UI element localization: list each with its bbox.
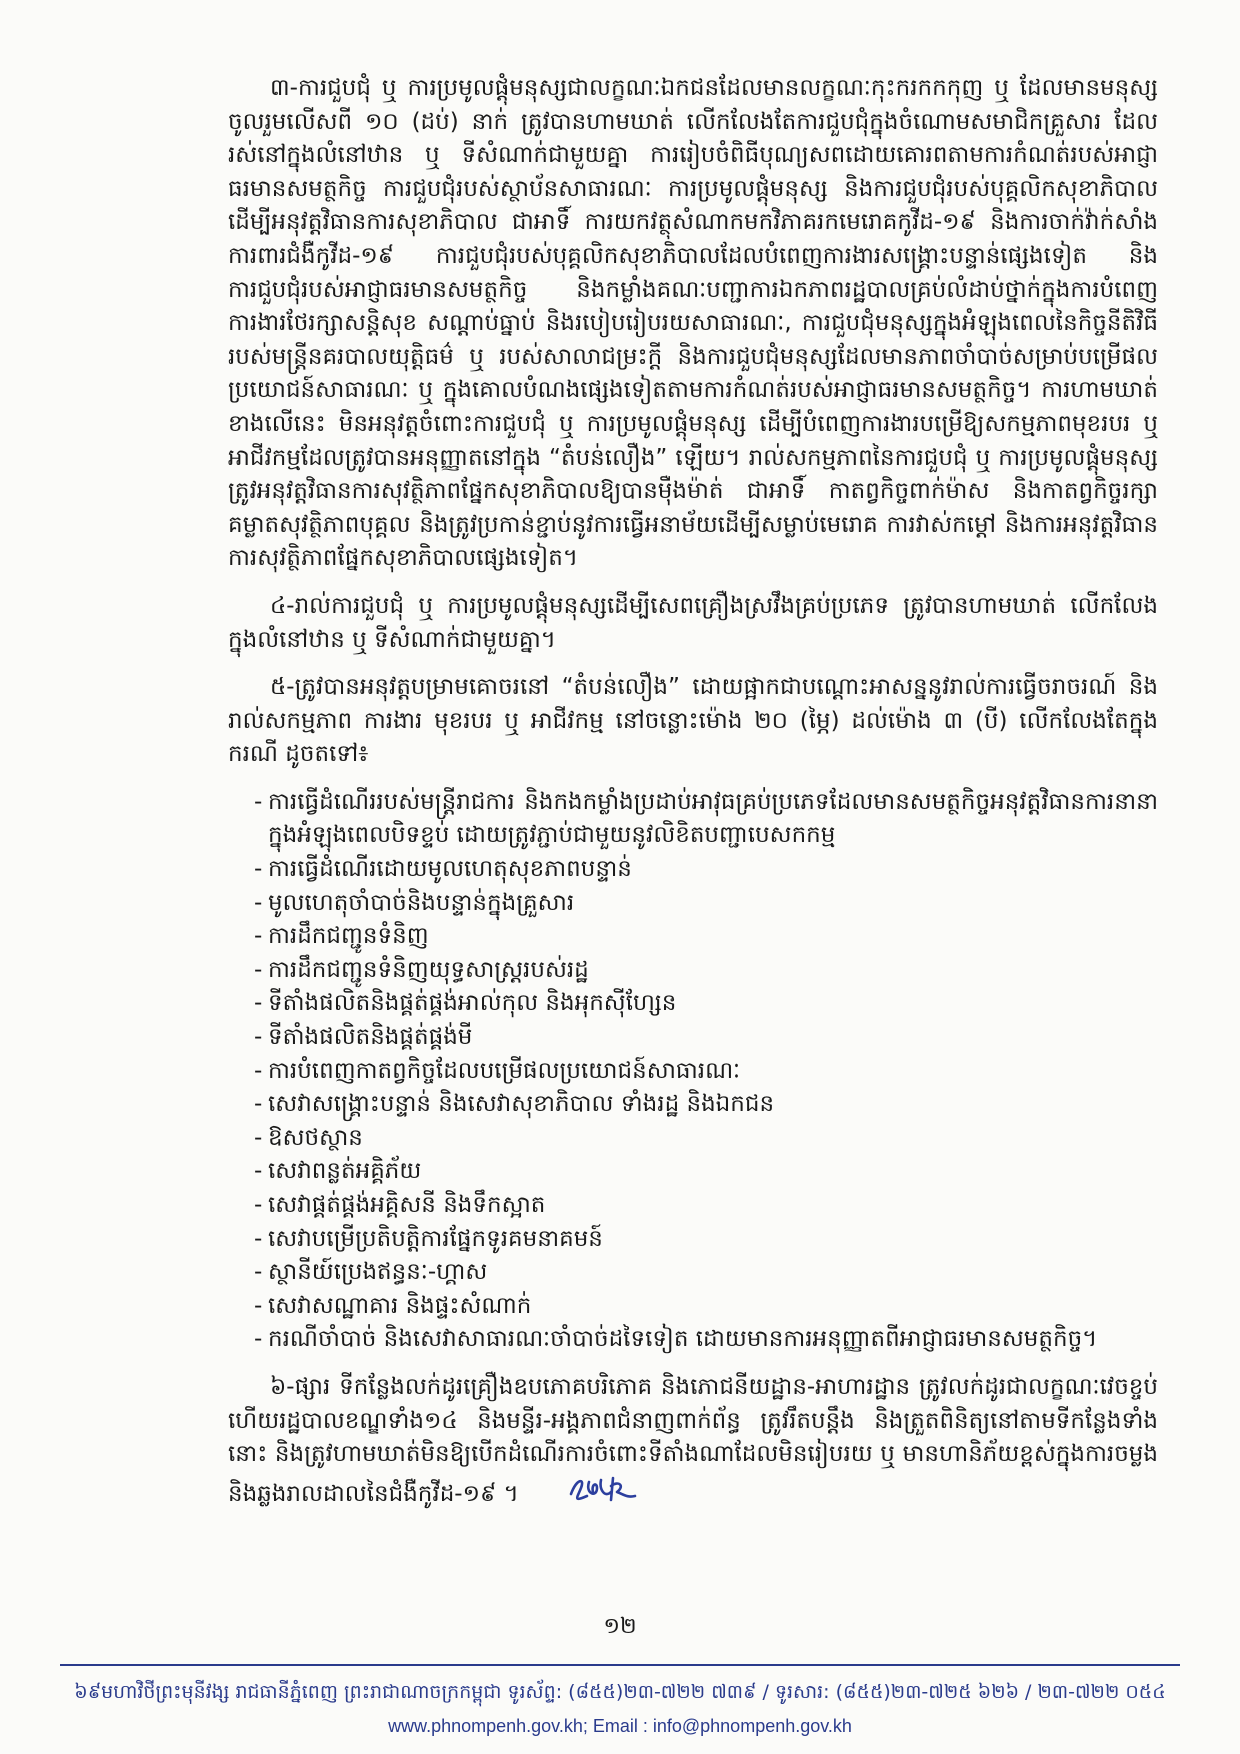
list-item: - សេវាផ្គត់ផ្គង់អគ្គិសនី និងទឹកស្អាត — [254, 1189, 1158, 1223]
list-item: - សេវាសង្គ្រោះបន្ទាន់ និងសេវាសុខាភិបាល ទាំងរដ្ឋ និងឯកជន — [254, 1088, 1158, 1122]
footer-divider — [60, 1664, 1180, 1666]
list-item: - ការដឹកជញ្ជូនទំនិញ — [254, 920, 1158, 954]
list-item: - សេវាបម្រើប្រតិបត្តិការផ្នែកទូរគមនាគមន៍ — [254, 1223, 1158, 1257]
list-item: - ការធ្វើដំណើរដោយមូលហេតុសុខភាពបន្ទាន់ — [254, 853, 1158, 887]
list-item: - ឱសថស្ថាន — [254, 1122, 1158, 1156]
paragraph-6 — [228, 1371, 1158, 1516]
footer-address: ៦៩មហាវិថីព្រះមុនីវង្ស រាជធានីភ្នំពេញ ព្រះរាជាណាចក្រកម្ពុជា ទូរស័ព្ទ: (៨៥៥)២៣-៧២២ ៧៣៩ / ទូរសារ: (៨៥៥)២៣-៧២៥ ៦២៦ / ២៣-៧២២ ០៥៤ — [74, 1681, 1166, 1703]
list-item: - ការធ្វើដំណើររបស់មន្ត្រីរាជការ និងកងកម្លាំងប្រដាប់អាវុធគ្រប់ប្រភេទដែលមានសមត្ថកិច្ចអនុវត្តវិធានការនានាក្នុងអំឡុងពេលបិទខ្ទប់ ដោយត្រូវភ្ជាប់ជាមួយនូវលិខិតបញ្ជាបេសកកម្ម — [254, 786, 1158, 853]
list-item: - ការបំពេញកាតព្វកិច្ចដែលបម្រើផលប្រយោជន៍សាធារណៈ — [254, 1055, 1158, 1089]
paragraph-5: ៥-ត្រូវបានអនុវត្តបម្រាមគោចរនៅ “តំបន់លឿង” ដោយផ្អាកជាបណ្តោះអាសន្ននូវរាល់ការធ្វើចរាចរណ៍ និងរាល់សកម្មភាព ការងារ មុខរបរ ឬ អាជីវកម្ម នៅចន្លោះម៉ោង ២០ (ម្ភៃ) ដល់ម៉ោង ៣ (បី) លើកលែងតែក្នុងករណី ដូចតទៅ៖ — [228, 674, 1158, 768]
paragraph-3: ៣-ការជួបជុំ ឬ ការប្រមូលផ្តុំមនុស្សជាលក្ខណៈឯកជនដែលមានលក្ខណៈកុះករកកកុញ ឬ ដែលមានមនុស្សចូលរួមលើសពី ១០ (ដប់) នាក់ ត្រូវបានហាមឃាត់ លើកលែងតែការជួបជុំក្នុងចំណោមសមាជិកគ្រួសារ ដែលរស់នៅក្នុងលំនៅឋាន ឬ ទីសំណាក់ជាមួយគ្នា ការរៀបចំពិធីបុណ្យសពដោយគោរពតាមការកំណត់របស់អាជ្ញាធរមានសមត្ថកិច្ច ការជួបជុំរបស់ស្ថាប័នសាធារណៈ ការប្រមូលផ្តុំមនុស្ស និងការជួបជុំរបស់បុគ្គលិកសុខាភិបាលដើម្បីអនុវត្តវិធានការសុខាភិបាល ជាអាទិ៍ ការយកវត្ថុសំណាកមកវិភាគរកមេរោគកូវីដ-១៩ និងការចាក់វ៉ាក់សាំងការពារជំងឺកូវីដ-១៩ ការជួបជុំរបស់បុគ្គលិកសុខាភិបាលដែលបំពេញការងារសង្គ្រោះបន្ទាន់ផ្សេងទៀត និងការជួបជុំរបស់អាជ្ញាធរមានសមត្ថកិច្ច និងកម្លាំងគណៈបញ្ជាការឯកភាពរដ្ឋបាលគ្រប់លំដាប់ថ្នាក់ក្នុងការបំពេញការងារថែរក្សាសន្តិសុខ សណ្តាប់ធ្នាប់ និងរបៀបរៀបរយសាធារណៈ, ការជួបជុំមនុស្សក្នុងអំឡុងពេលនៃកិច្ចនីតិវិធីរបស់មន្ត្រីនគរបាលយុត្តិធម៌ ឬ របស់សាលាជម្រះក្តី និងការជួបជុំមនុស្សដែលមានភាពចាំបាច់សម្រាប់បម្រើផលប្រយោជន៍សាធារណៈ ឬ ក្នុងគោលបំណងផ្សេងទៀតតាមការកំណត់របស់អាជ្ញាធរមានសមត្ថកិច្ច។ ការហាមឃាត់ខាងលើនេះ មិនអនុវត្តចំពោះការជួបជុំ ឬ ការប្រមូលផ្តុំមនុស្ស ដើម្បីបំពេញការងារបម្រើឱ្យសកម្មភាពមុខរបរ ឬ អាជីវកម្មដែលត្រូវបានអនុញ្ញាតនៅក្នុង “តំបន់លឿង” ឡើយ។ រាល់សកម្មភាពនៃការជួបជុំ ឬ ការប្រមូលផ្តុំមនុស្ស ត្រូវអនុវត្តវិធានការសុវត្ថិភាពផ្នែកសុខាភិបាលឱ្យបានម៉ឺងម៉ាត់ ជាអាទិ៍ កាតព្វកិច្ចពាក់ម៉ាស និងកាតព្វកិច្ចរក្សាគម្លាតសុវត្ថិភាពបុគ្គល និងត្រូវប្រកាន់ខ្ជាប់នូវការធ្វើអនាម័យដើម្បីសម្លាប់មេរោគ ការវាស់កម្តៅ និងការអនុវត្តវិធានការសុវត្ថិភាពផ្នែកសុខាភិបាលផ្សេងទៀត។ — [228, 75, 1158, 572]
list-item: - មូលហេតុចាំបាច់និងបន្ទាន់ក្នុងគ្រួសារ — [254, 887, 1158, 921]
initials-signature-icon — [525, 1472, 639, 1517]
list-item: - ការដឹកជញ្ជូនទំនិញយុទ្ធសាស្ត្ររបស់រដ្ឋ — [254, 954, 1158, 988]
list-item: - ករណីចាំបាច់ និងសេវាសាធារណៈចាំបាច់ដទៃទៀត ដោយមានការអនុញ្ញាតពីអាជ្ញាធរមានសមត្ថកិច្ច។ — [254, 1323, 1158, 1357]
exception-list — [228, 786, 1158, 1357]
footer-contact: www.phnompenh.gov.kh; Email : info@phnompenh.gov.kh — [388, 1716, 852, 1736]
list-item: - ស្ថានីយ៍ប្រេងឥន្ធនៈ-ហ្គាស — [254, 1256, 1158, 1290]
list-item: - ទីតាំងផលិតនិងផ្គត់ផ្គង់មី — [254, 1021, 1158, 1055]
paragraph-6-text: ៦-ផ្សារ ទីកន្លែងលក់ដូរគ្រឿងឧបភោគបរិភោគ និងភោជនីយដ្ឋាន-អាហារដ្ឋាន ត្រូវលក់ដូរជាលក្ខណៈវេចខ្ចប់ ហើយរដ្ឋបាលខណ្ឌទាំង១៤ និងមន្ទីរ-អង្គភាពជំនាញពាក់ព័ន្ធ ត្រូវរឹតបន្តឹង និងត្រួតពិនិត្យនៅតាមទីកន្លែងទាំងនោះ និងត្រូវហាមឃាត់មិនឱ្យបើកដំណើរការចំពោះទីតាំងណាដែលមិនរៀបរយ ឬ មានហានិភ័យខ្ពស់ក្នុងការចម្លង និងឆ្លងរាលដាលនៃជំងឺកូវីដ-១៩ ។ — [228, 1373, 1158, 1507]
list-item: - ទីតាំងផលិតនិងផ្គត់ផ្គង់អាល់កុល និងអុកស៊ីហ្សែន — [254, 987, 1158, 1021]
document-body — [228, 72, 1158, 1530]
page-number: ១២ — [603, 1614, 637, 1639]
paragraph-4: ៤-រាល់ការជួបជុំ ឬ ការប្រមូលផ្តុំមនុស្សដើម្បីសេពគ្រឿងស្រវឹងគ្រប់ប្រភេទ ត្រូវបានហាមឃាត់ លើកលែងក្នុងលំនៅឋាន ឬ ទីសំណាក់ជាមួយគ្នា។ — [228, 592, 1158, 653]
list-item: - សេវាសណ្ឋាគារ និងផ្ទះសំណាក់ — [254, 1290, 1158, 1324]
list-item: - សេវាពន្លត់អគ្គិភ័យ — [254, 1155, 1158, 1189]
